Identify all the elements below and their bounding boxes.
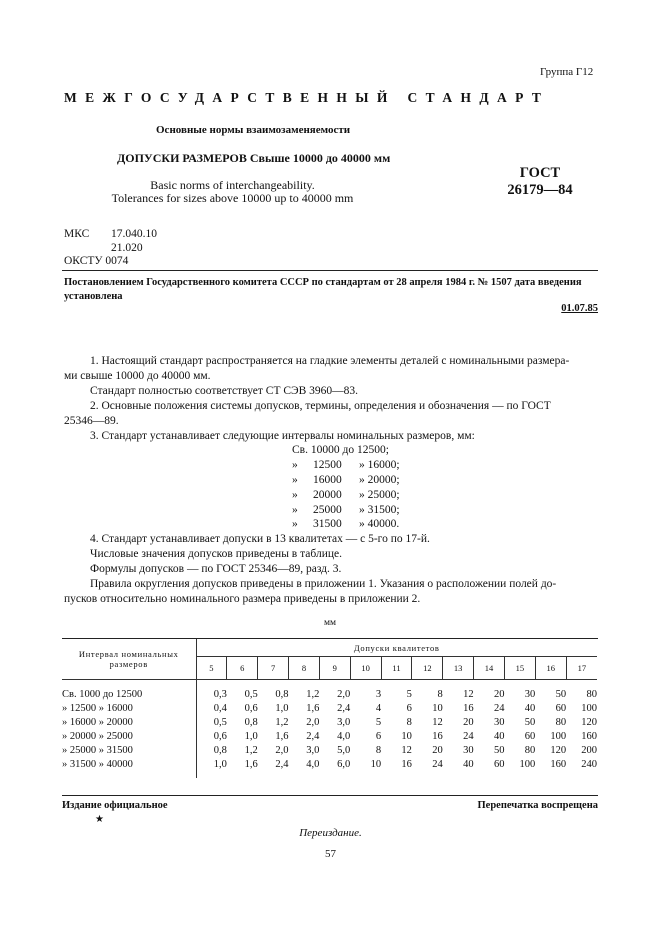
interval-header-line1: Интервал номинальных: [78, 649, 179, 659]
table-cell: 5: [406, 688, 412, 700]
grade-header: 8: [289, 657, 320, 680]
paragraph-4b: Числовые значения допусков приведены в таблице.: [90, 548, 342, 560]
range-from: 20000: [313, 489, 342, 501]
table-cell: 1,2: [306, 688, 320, 700]
interval-header-line2: размеров: [109, 659, 148, 669]
table-cell: 30: [524, 688, 536, 700]
row-label: » 20000 » 25000: [62, 729, 196, 743]
table-cell: 30: [493, 716, 505, 728]
table-cell: 60: [555, 702, 567, 714]
grades-column-header: Допуски квалитетов: [196, 639, 597, 657]
row-label: » 25000 » 31500: [62, 743, 196, 757]
table-cell: 8: [437, 688, 443, 700]
official-edition-label: Издание официальное: [62, 800, 168, 811]
table-cell: 100: [581, 702, 597, 714]
paragraph-1: 1. Настоящий стандарт распространяется на гладкие элементы деталей с номинальными размера-: [90, 355, 570, 367]
table-cell: 0,5: [213, 716, 227, 728]
paragraph-4c: Формулы допусков — по ГОСТ 25346—89, разд. 3.: [90, 563, 342, 575]
table-cell: 120: [550, 744, 567, 756]
table-cell: 3: [375, 688, 382, 700]
group-code: Группа Г12: [540, 66, 594, 78]
table-row: [62, 715, 597, 729]
table-cell: 0,6: [213, 730, 227, 742]
table-cell: 10: [432, 702, 443, 714]
table-cell: 24: [432, 758, 443, 770]
row-label: » 12500 » 16000: [62, 701, 196, 715]
table-cell: 2,0: [275, 744, 289, 756]
grade-header: 11: [381, 657, 412, 680]
table-cell: 24: [493, 702, 505, 714]
paragraph-4: 4. Стандарт устанавливает допуски в 13 квалитетах — с 5-го по 17-й.: [90, 533, 430, 545]
table-cell: 6: [375, 730, 382, 742]
table-cell: 50: [524, 716, 536, 728]
table-cell: 1,2: [244, 744, 258, 756]
star-icon: ★: [95, 814, 104, 825]
table-cell: 20: [463, 716, 474, 728]
range-to: » 25000;: [359, 489, 400, 501]
table-cell: 1,0: [244, 730, 258, 742]
row-label: » 31500 » 40000: [62, 757, 196, 771]
table-cell: 4,0: [306, 758, 320, 770]
grade-header: 12: [412, 657, 443, 680]
table-row: [62, 687, 597, 701]
table-cell: 160: [581, 730, 597, 742]
gost-label: ГОСТ: [519, 165, 561, 181]
range-from: 16000: [313, 474, 342, 486]
table-cell: 100: [550, 730, 567, 742]
table-cell: 40: [524, 702, 536, 714]
reprint-prohibited-label: Перепечатка воспрещена: [477, 800, 598, 811]
table-cell: 0,8: [213, 744, 227, 756]
grade-header: 6: [227, 657, 258, 680]
table-cell: 6: [406, 702, 412, 714]
table-cell: 16: [432, 730, 443, 742]
table-cell: 2,4: [337, 702, 351, 714]
grade-header: 16: [535, 657, 566, 680]
table-cell: 8: [375, 744, 382, 756]
paragraph-1b: Стандарт полностью соответствует СТ СЭВ 3960—83.: [90, 385, 359, 397]
table-cell: 4: [375, 702, 382, 714]
table-cell: 24: [463, 730, 474, 742]
paragraph-1-cont: ми свыше 10000 до 40000 мм.: [64, 370, 211, 382]
table-cell: 120: [581, 716, 597, 728]
table-cell: 20: [493, 688, 505, 700]
table-cell: 240: [581, 758, 597, 770]
range-from: 31500: [313, 518, 342, 530]
tolerance-table: [62, 639, 597, 778]
table-cell: 60: [524, 730, 536, 742]
table-cell: 1,2: [275, 716, 289, 728]
table-cell: 1,6: [275, 730, 289, 742]
table-cell: 3,0: [306, 744, 320, 756]
table-cell: 2,4: [306, 730, 320, 742]
grade-header: 15: [504, 657, 535, 680]
table-cell: 80: [586, 688, 597, 700]
range-mark: »: [292, 504, 298, 516]
range-to: » 31500;: [359, 504, 400, 516]
grade-header: 10: [350, 657, 381, 680]
table-row: [62, 729, 597, 743]
table-cell: 12: [432, 716, 443, 728]
paragraph-2: 2. Основные положения системы допусков, термины, определения и обозначения — по ГОСТ: [90, 400, 551, 412]
table-cell: 8: [406, 716, 412, 728]
table-cell: 16: [463, 702, 474, 714]
table-cell: 10: [370, 758, 382, 770]
introduction-date: 01.07.85: [561, 303, 598, 314]
range-from: 12500: [313, 459, 342, 471]
row-label: » 16000 » 20000: [62, 715, 196, 729]
table-cell: 0,5: [244, 688, 258, 700]
table-cell: 1,0: [275, 702, 289, 714]
row-label: Св. 1000 до 12500: [62, 687, 196, 701]
gost-number: 26179—84: [507, 182, 573, 198]
table-spacer: [62, 680, 597, 688]
table-row: [62, 701, 597, 715]
footer-divider: [62, 795, 598, 796]
table-cell: 0,8: [244, 716, 258, 728]
divider: [62, 270, 598, 271]
table-cell: 2,0: [306, 716, 320, 728]
okstu-code: ОКСТУ 0074: [64, 255, 129, 267]
table-cell: 0,4: [213, 702, 227, 714]
table-cell: 6,0: [337, 758, 351, 770]
paragraph-2-cont: 25346—89.: [64, 415, 119, 427]
range-to: » 16000;: [359, 459, 400, 471]
table-cell: 3,0: [337, 716, 351, 728]
table-cell: 5,0: [337, 744, 351, 756]
table-cell: 12: [463, 688, 474, 700]
table-cell: 40: [493, 730, 505, 742]
table-cell: 30: [463, 744, 474, 756]
document-title-ru: ДОПУСКИ РАЗМЕРОВ Свыше 10000 до 40000 мм: [117, 151, 391, 165]
table-cell: 10: [401, 730, 412, 742]
table-cell: 5: [375, 716, 382, 728]
table-cell: 160: [550, 758, 567, 770]
grade-header: 17: [566, 657, 597, 680]
table-cell: 0,3: [213, 688, 227, 700]
paragraph-3: 3. Стандарт устанавливает следующие интервалы номинальных размеров, мм:: [90, 430, 475, 442]
basic-norms-ru: Основные нормы взаимозаменяемости: [156, 124, 351, 136]
table-cell: 80: [555, 716, 567, 728]
grade-header: 14: [474, 657, 505, 680]
basic-norms-en: Basic norms of interchangeability.: [150, 178, 315, 192]
reissue-note: Переиздание.: [299, 827, 362, 839]
mks-label: МКС: [64, 228, 90, 240]
paragraph-5: Правила округления допусков приведены в приложении 1. Указания о расположении полей до-: [90, 578, 557, 590]
interval-column-header: [62, 639, 196, 680]
table-spacer: [62, 771, 597, 778]
table-cell: 80: [524, 744, 536, 756]
page-number: 57: [325, 848, 336, 860]
range-mark: »: [292, 518, 298, 530]
table-unit: мм: [324, 618, 337, 628]
table-cell: 1,6: [244, 758, 258, 770]
table-cell: 12: [401, 744, 412, 756]
table-cell: 0,6: [244, 702, 258, 714]
table-cell: 20: [432, 744, 443, 756]
table-cell: 50: [555, 688, 567, 700]
table-cell: 0,8: [275, 688, 289, 700]
table-cell: 1,6: [306, 702, 320, 714]
mks-code-2: 21.020: [111, 242, 143, 254]
table-row: [62, 757, 597, 771]
table-cell: 4,0: [337, 730, 351, 742]
range-to: » 20000;: [359, 474, 400, 486]
grade-header: 13: [443, 657, 474, 680]
table-cell: 60: [493, 758, 505, 770]
table-cell: 50: [493, 744, 505, 756]
range-mark: »: [292, 474, 298, 486]
paragraph-5-cont: пусков относительно номинального размера приведены в приложении 2.: [64, 593, 421, 605]
range-to: » 40000.: [359, 518, 400, 530]
range-from: 25000: [313, 504, 342, 516]
range-mark: »: [292, 459, 298, 471]
document-title-en: Tolerances for sizes above 10000 up to 40000 mm: [111, 191, 354, 205]
table-row: [62, 743, 597, 757]
table-cell: 16: [401, 758, 412, 770]
table-cell: 2,4: [275, 758, 289, 770]
decree-text: Постановлением Государственного комитета СССР по стандартам от 28 апреля 1984 г. № 1507 дата введения установлена: [64, 277, 582, 302]
range-first: Св. 10000 до 12500;: [292, 444, 389, 456]
table-cell: 2,0: [337, 688, 351, 700]
table-cell: 200: [581, 744, 597, 756]
mks-code-1: 17.040.10: [111, 228, 157, 240]
table-cell: 1,0: [213, 758, 227, 770]
grade-header: 9: [319, 657, 350, 680]
interstate-standard-heading: МЕЖГОСУДАРСТВЕННЫЙ СТАНДАРТ: [64, 90, 550, 105]
table-cell: 100: [519, 758, 536, 770]
grade-header: 7: [258, 657, 289, 680]
range-mark: »: [292, 489, 298, 501]
table-cell: 40: [463, 758, 474, 770]
grade-header: 5: [196, 657, 227, 680]
gost-designation: [500, 165, 580, 199]
